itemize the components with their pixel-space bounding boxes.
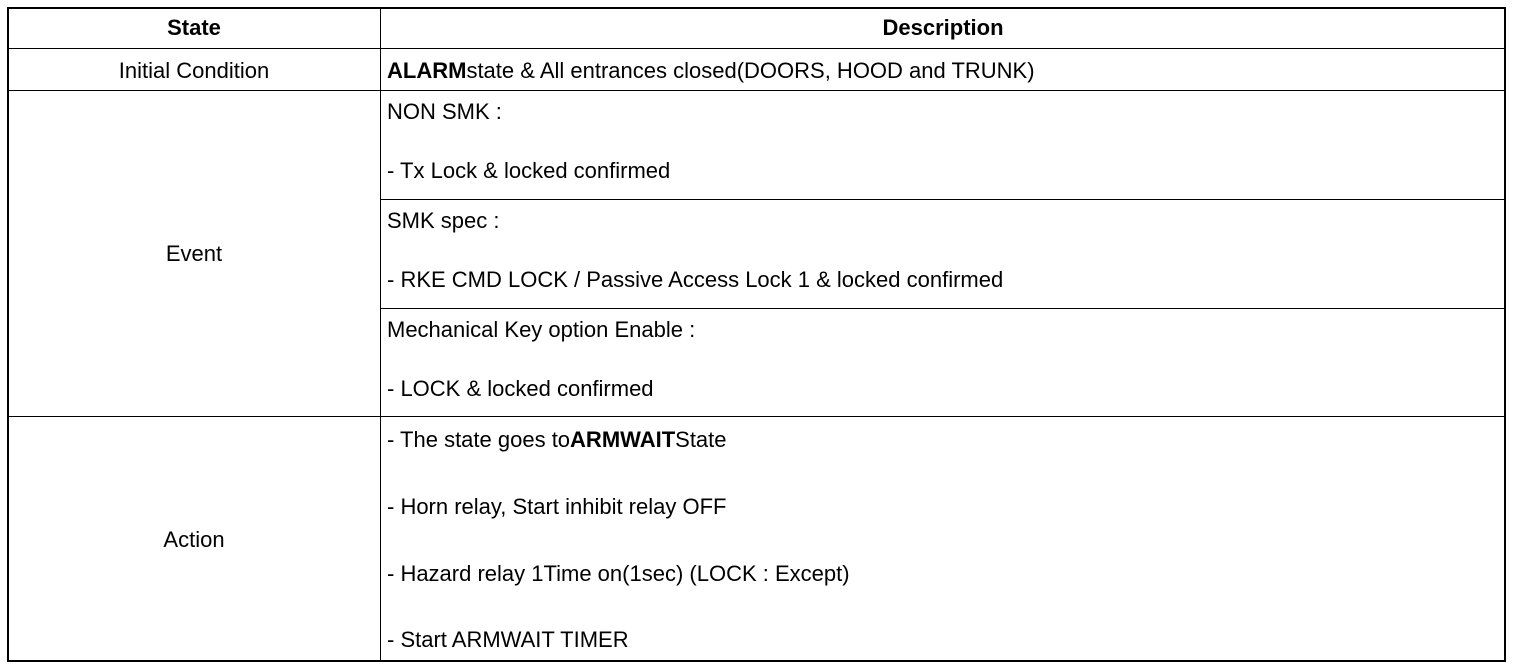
action-item-1-prefix: - The state goes to bbox=[387, 427, 571, 452]
event-non-smk-title: NON SMK : bbox=[387, 99, 502, 124]
event-mech-key-item: - LOCK & locked confirmed bbox=[387, 376, 654, 401]
desc-alarm-keyword: ALARM bbox=[387, 58, 467, 83]
header-divider bbox=[9, 48, 1505, 49]
column-divider bbox=[380, 9, 381, 661]
desc-initial-condition-text: state & All entrances closed(DOORS, HOOD and TRUNK) bbox=[466, 58, 1035, 83]
action-item-2: - Horn relay, Start inhibit relay OFF bbox=[387, 494, 727, 519]
event-sub-divider-2 bbox=[380, 308, 1505, 309]
action-item-4: - Start ARMWAIT TIMER bbox=[387, 627, 629, 652]
event-non-smk-item: - Tx Lock & locked confirmed bbox=[387, 158, 671, 183]
action-armwait-keyword: ARMWAIT bbox=[570, 427, 676, 452]
header-description: Description bbox=[882, 15, 1004, 40]
action-item-1-suffix: State bbox=[675, 427, 727, 452]
event-mech-key-title: Mechanical Key option Enable : bbox=[387, 317, 696, 342]
header-state: State bbox=[167, 15, 221, 40]
state-initial-condition: Initial Condition bbox=[118, 58, 270, 83]
desc-initial-condition bbox=[387, 58, 1035, 84]
event-sub-divider-1 bbox=[380, 199, 1505, 200]
event-action-divider bbox=[9, 416, 1505, 417]
initial-condition-divider bbox=[9, 90, 1505, 91]
event-smk-spec-title: SMK spec : bbox=[387, 208, 500, 233]
state-action: Action bbox=[163, 527, 225, 552]
event-smk-spec-item: - RKE CMD LOCK / Passive Access Lock 1 & locked confirmed bbox=[387, 267, 1004, 292]
action-item-1 bbox=[387, 427, 727, 453]
state-event: Event bbox=[165, 241, 223, 266]
action-item-3: - Hazard relay 1Time on(1sec) (LOCK : Except) bbox=[387, 561, 850, 586]
